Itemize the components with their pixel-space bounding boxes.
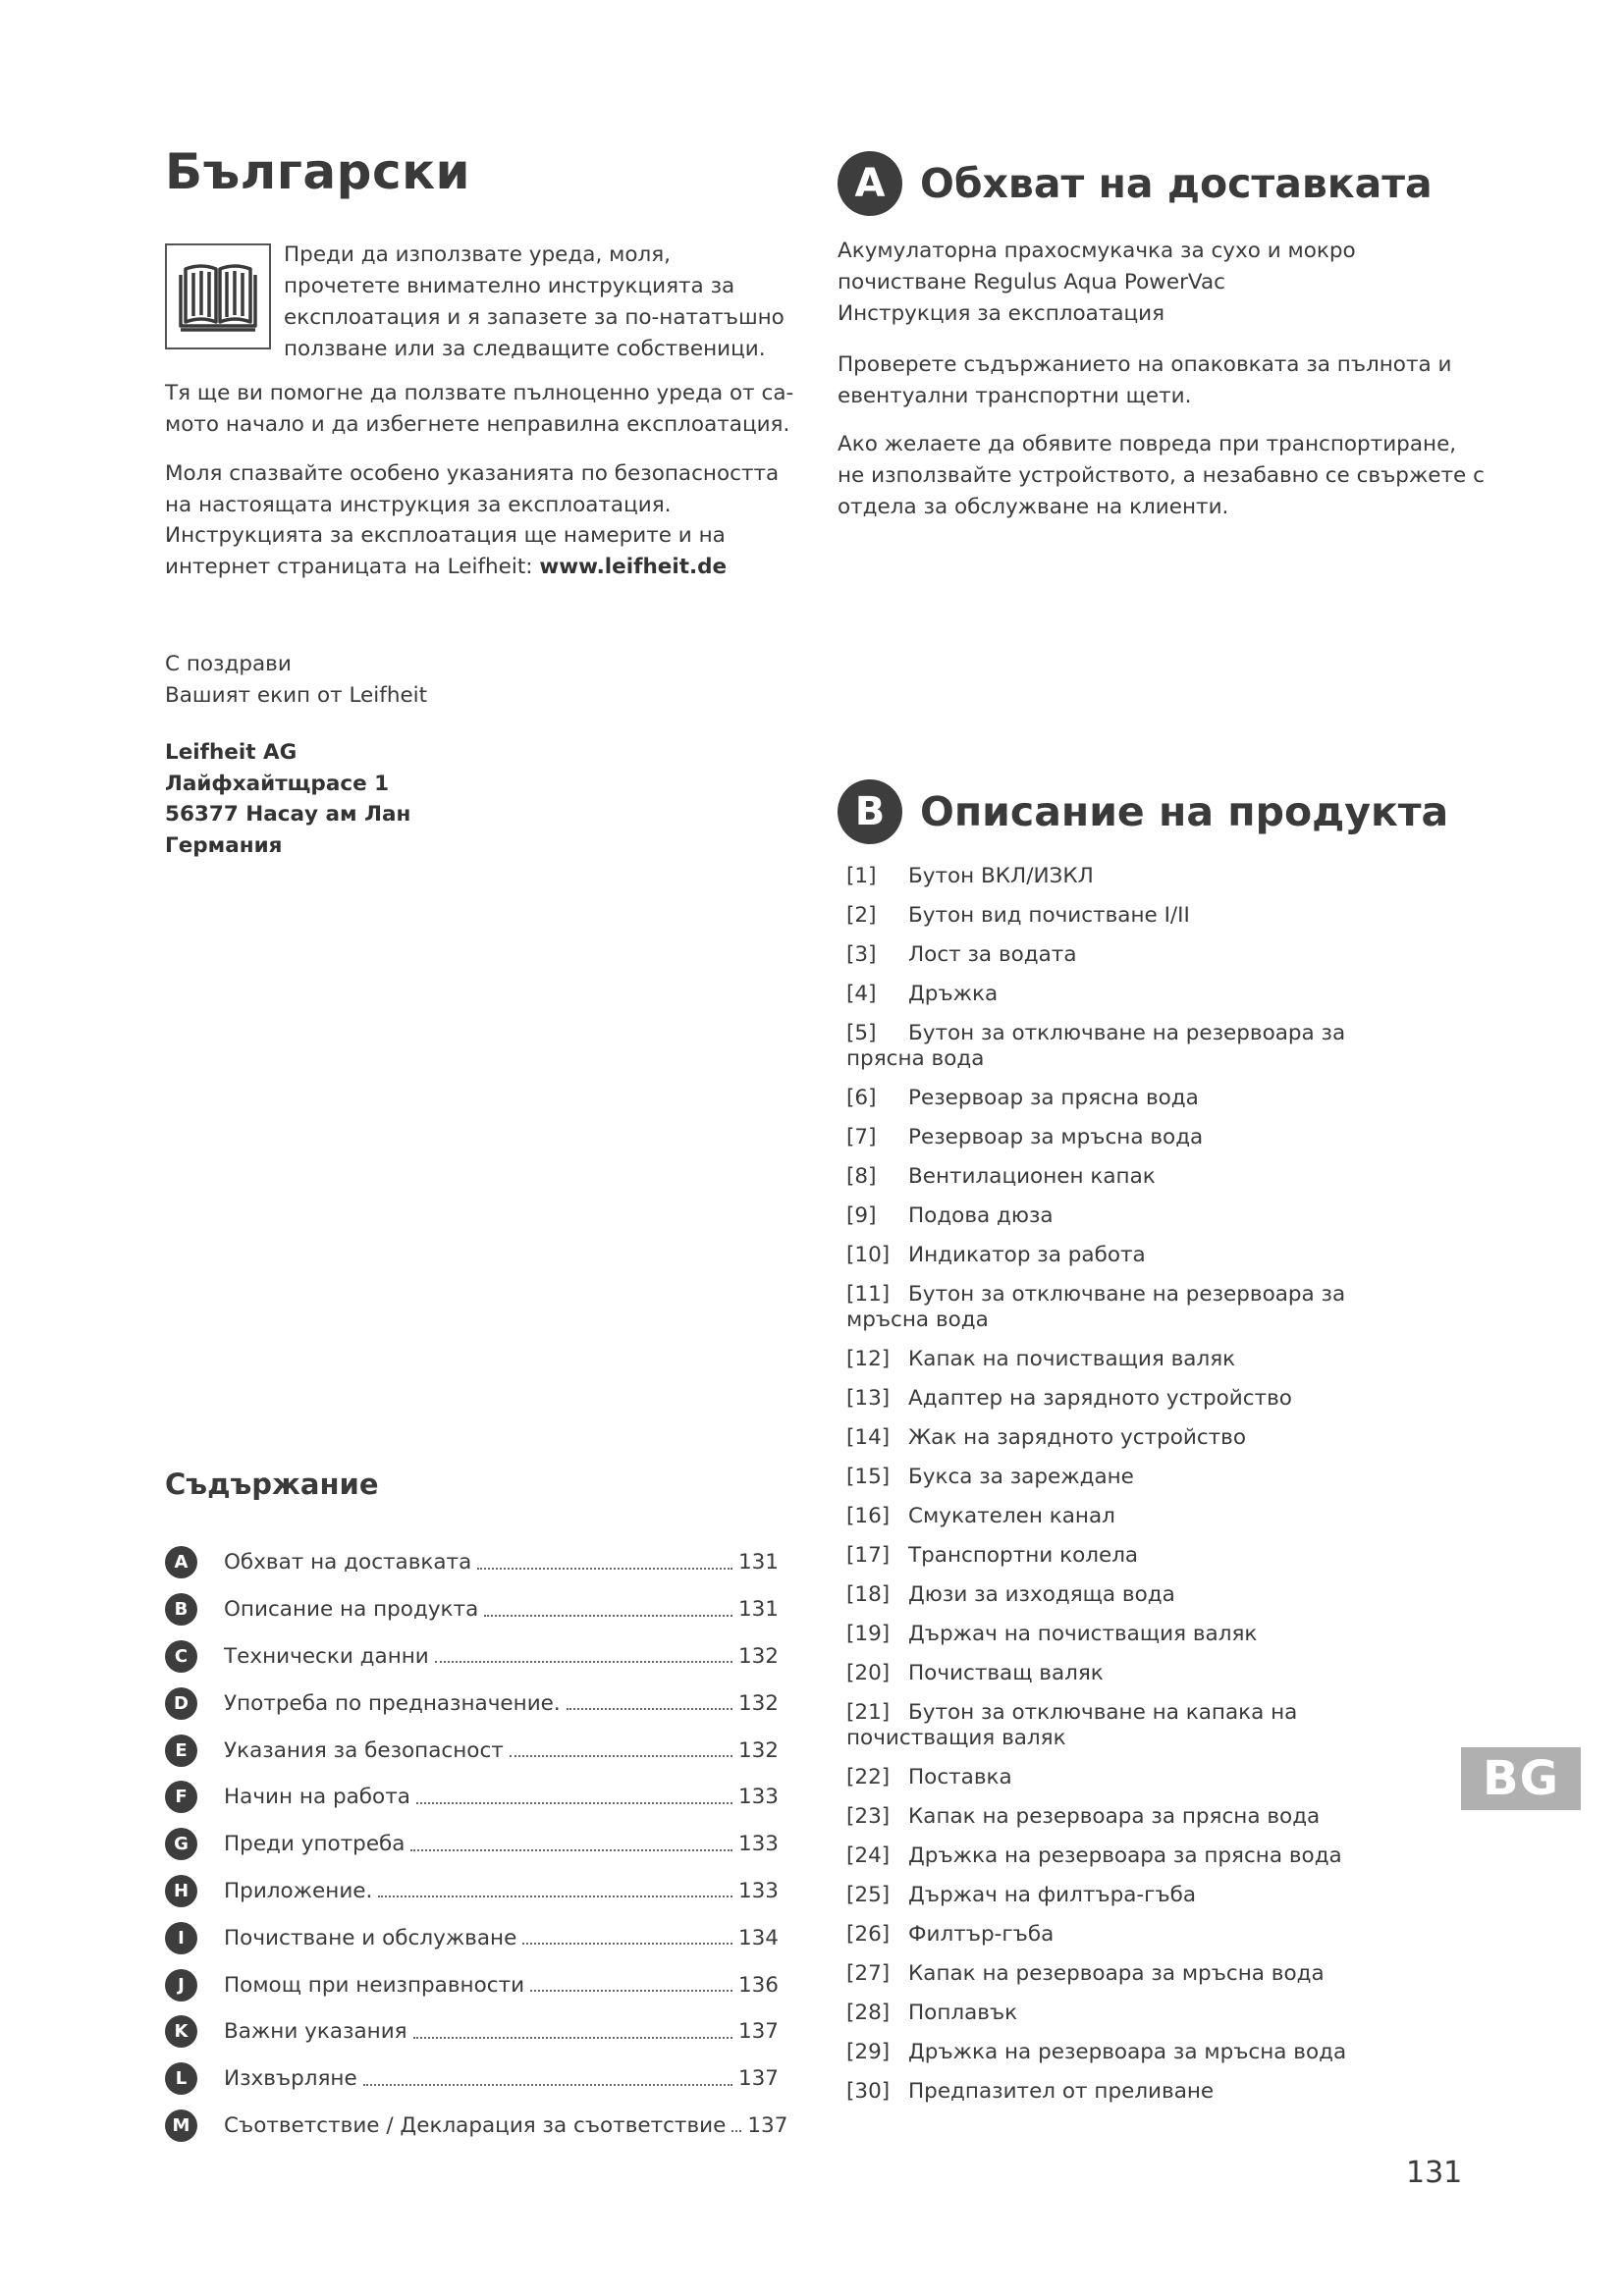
list-item [846,1961,1396,1987]
section-a-title: Обхват на доставката [920,160,1433,207]
list-item [846,1922,1396,1948]
toc-letter-badge: A [165,1546,197,1578]
list-item [846,1347,1396,1372]
list-item [846,2040,1396,2065]
toc-item-page: 132 [737,1643,779,1669]
delivery-contents [838,236,1486,330]
greeting [165,649,803,711]
toc-item-title: Употреба по предназначение. [224,1690,561,1716]
list-item [846,864,1396,889]
part-label: Дюзи за изходяща вода [908,1582,1175,1607]
toc-item-title: Важни указания [224,2019,407,2045]
toc-letter-badge: B [165,1593,197,1626]
section-a-paragraph-2: Ако желаете да обявите повреда при транспортиране, не използвайте устройството, а незабавно се свържете с отдела за обслужване на клиенти. [838,432,1485,519]
toc-item[interactable] [165,1680,779,1727]
part-number: [13] [846,1386,891,1411]
part-number: [29] [846,2040,891,2064]
part-label: Бутон за отключване на капака на почистващия валяк [846,1700,1298,1750]
toc-letter-badge: F [165,1781,197,1813]
toc-item-page: 132 [737,1690,779,1716]
part-label: Смукателен канал [908,1504,1115,1528]
list-item [846,982,1396,1007]
list-item [846,1700,1396,1751]
toc-item-page: 137 [737,2066,779,2092]
part-label: Жак на зарядното устройство [908,1425,1247,1450]
toc-item-page: 133 [737,1785,779,1810]
list-item [846,1504,1396,1529]
part-label: Държач на почистващия валяк [908,1622,1258,1646]
part-label: Почистващ валяк [908,1661,1104,1685]
part-label: Поставка [908,1765,1012,1789]
part-label: Филтър-гъба [908,1922,1055,1947]
part-label: Вентилационен капак [908,1164,1156,1189]
toc-leader-dots [378,1896,732,1897]
part-number: [18] [846,1582,891,1607]
list-item [846,2001,1396,2026]
toc-letter-badge: L [165,2062,197,2095]
book-icon [165,243,271,349]
part-label: Дръжка [908,982,999,1006]
toc-item[interactable] [165,1961,779,2008]
list-item [846,1582,1396,1608]
toc-leader-dots [484,1615,732,1617]
toc-item[interactable] [165,1727,779,1774]
part-number: [9] [846,1203,877,1228]
toc-item-title: Съответствие / Декларация за съответствие [224,2112,727,2138]
part-label: Капак на резервоара за прясна вода [908,1804,1321,1829]
toc-item-title: Приложение. [224,1878,373,1903]
part-number: [11] [846,1282,891,1307]
toc-item-page: 131 [737,1550,779,1575]
part-number: [10] [846,1243,891,1267]
toc-item[interactable] [165,1633,779,1681]
address-line: 56377 Насау ам Лан [165,802,411,827]
table-of-contents [165,1539,788,2149]
section-b-title: Описание на продукта [920,788,1449,835]
toc-item-title: Технически данни [224,1643,429,1669]
list-item [846,1622,1396,1647]
section-a-badge: A [838,151,902,216]
toc-item[interactable] [165,2008,779,2056]
part-label: Подова дюза [908,1203,1054,1228]
part-number: [2] [846,903,877,928]
toc-item-title: Помощ при неизправности [224,1972,525,1998]
toc-item-page: 136 [737,1972,779,1998]
part-number: [20] [846,1661,891,1685]
toc-leader-dots [522,1943,732,1945]
leifheit-website-link[interactable]: www.leifheit.de [539,554,728,579]
address-line: Германия [165,832,283,858]
toc-leader-dots [510,1755,732,1757]
toc-item[interactable] [165,1821,779,1868]
greeting-line-2: Вашият екип от Leifheit [165,682,428,708]
part-label: Транспортни колела [908,1543,1139,1568]
part-label: Резервоар за мръсна вода [908,1125,1204,1149]
intro-paragraph-2-text: Моля спазвайте особено указанията по безопасността на настоящата инструкция за експлоатация. Инструкцията за експлоатация ще намерите и на интернет страницата на Leifheit: [165,461,780,579]
language-tab: BG [1461,1747,1581,1810]
part-number: [5] [846,1021,877,1045]
toc-item-title: Описание на продукта [224,1597,479,1623]
toc-letter-badge: D [165,1687,197,1720]
toc-item-title: Почистване и обслужване [224,1925,517,1950]
list-item [846,1164,1396,1190]
part-label: Бутон ВКЛ/ИЗКЛ [908,864,1094,888]
toc-item[interactable] [165,1868,779,1915]
part-label: Предпазител от преливане [908,2079,1215,2104]
part-number: [26] [846,1922,891,1947]
page-title: Български [165,143,471,200]
company-address [165,737,410,861]
list-item [846,1465,1396,1490]
part-number: [17] [846,1543,891,1568]
intro-notice [165,240,793,365]
part-number: [6] [846,1086,877,1110]
list-item [846,942,1396,968]
list-item [846,1661,1396,1686]
toc-item-page: 137 [747,2112,788,2138]
toc-leader-dots [477,1568,732,1570]
toc-letter-badge: J [165,1969,197,2002]
address-line: Лайфхайтщрасе 1 [165,771,390,796]
intro-paragraph-1: Тя ще ви помогне да ползвате пълноценно уреда от са- мото начало и да избегнете неправилна експлоатация. [165,381,794,437]
toc-item-title: Обхват на доставката [224,1550,472,1575]
part-number: [3] [846,942,877,967]
section-b-badge: B [838,779,902,844]
part-label: Бутон за отключване на резервоара за прясна вода [846,1021,1346,1071]
part-number: [16] [846,1504,891,1528]
toc-item-title: Преди употреба [224,1832,406,1857]
list-item [846,1086,1396,1111]
part-label: Поплавък [908,2001,1018,2025]
part-number: [22] [846,1765,891,1789]
part-number: [27] [846,1961,891,1986]
toc-letter-badge: I [165,1922,197,1954]
list-item [846,1125,1396,1150]
toc-leader-dots [410,1849,731,1851]
toc-leader-dots [416,1802,732,1804]
delivery-item: Инструкция за експлоатация [838,301,1165,326]
toc-leader-dots [413,2037,732,2039]
toc-item-title: Изхвърляне [224,2066,357,2092]
toc-item[interactable] [165,1539,779,1586]
toc-leader-dots [435,1661,732,1663]
toc-item-page: 137 [737,2019,779,2045]
part-number: [25] [846,1883,891,1907]
list-item [846,1883,1396,1908]
toc-item-page: 133 [737,1832,779,1857]
toc-letter-badge: C [165,1640,197,1673]
list-item [846,2079,1396,2105]
part-label: Бутон вид почистване I/II [908,903,1190,928]
section-b-heading [838,779,1448,844]
toc-leader-dots [530,1990,732,1992]
part-label: Лост за водата [908,942,1077,967]
toc-letter-badge: G [165,1828,197,1860]
toc-item-page: 131 [737,1597,779,1623]
toc-item-page: 133 [737,1878,779,1903]
part-label: Бутон за отключване на резервоара за мръсна вода [846,1282,1346,1332]
toc-item[interactable] [165,1914,779,1961]
part-label: Адаптер на зарядното устройство [908,1386,1292,1411]
toc-item[interactable] [165,2056,779,2103]
toc-letter-badge: E [165,1735,197,1767]
toc-leader-dots [567,1708,732,1710]
intro-paragraph-2 [165,458,803,582]
toc-item-title: Указания за безопасност [224,1737,504,1763]
section-a-paragraph-1: Проверете съдържанието на опаковката за пълнота и евентуални транспортни щети. [838,352,1452,408]
intro-text: Преди да използвате уреда, моля, прочетете внимателно инструкцията за експлоатация и я запазете за по-нататъшно ползване или за следващите собственици. [284,242,785,361]
part-label: Дръжка на резервоара за мръсна вода [908,2040,1347,2064]
address-line: Leifheit AG [165,740,298,765]
toc-letter-badge: M [165,2109,197,2142]
part-number: [7] [846,1125,877,1149]
toc-letter-badge: K [165,2015,197,2048]
toc-leader-dots [731,2130,741,2132]
part-number: [19] [846,1622,891,1646]
list-item [846,903,1396,929]
delivery-item: Акумулаторна прахосмукачка за сухо и мокро почистване Regulus Aqua PowerVac [838,239,1356,294]
list-item [846,1765,1396,1790]
list-item [846,1203,1396,1229]
part-number: [30] [846,2079,891,2104]
toc-item[interactable] [165,1774,779,1821]
greeting-line-1: С поздрави [165,652,292,676]
part-number: [21] [846,1700,891,1725]
part-label: Капак на резервоара за мръсна вода [908,1961,1325,1986]
part-number: [23] [846,1804,891,1829]
part-number: [14] [846,1425,891,1450]
toc-heading: Съдържание [165,1468,379,1501]
part-number: [1] [846,864,877,888]
page-number: 131 [1406,2156,1463,2190]
list-item [846,1282,1396,1333]
part-label: Капак на почистващия валяк [908,1347,1236,1371]
toc-item[interactable] [165,2103,788,2150]
part-label: Държач на филтъра-гъба [908,1883,1197,1907]
toc-letter-badge: H [165,1875,197,1907]
part-label: Букса за зареждане [908,1465,1134,1489]
part-label: Резервоар за прясна вода [908,1086,1199,1110]
part-number: [4] [846,982,877,1006]
toc-leader-dots [363,2084,732,2086]
parts-list [846,864,1396,2118]
part-number: [8] [846,1164,877,1189]
toc-item-page: 132 [737,1737,779,1763]
list-item [846,1425,1396,1451]
section-a-heading [838,151,1433,216]
list-item [846,1543,1396,1569]
list-item [846,1021,1396,1072]
part-label: Дръжка на резервоара за прясна вода [908,1843,1342,1868]
part-number: [12] [846,1347,891,1371]
list-item [846,1843,1396,1869]
part-label: Индикатор за работа [908,1243,1146,1267]
list-item [846,1804,1396,1830]
part-number: [24] [846,1843,891,1868]
list-item [846,1243,1396,1268]
part-number: [28] [846,2001,891,2025]
toc-item-title: Начин на работа [224,1785,410,1810]
list-item [846,1386,1396,1412]
toc-item[interactable] [165,1586,779,1633]
part-number: [15] [846,1465,891,1489]
toc-item-page: 134 [737,1925,779,1950]
